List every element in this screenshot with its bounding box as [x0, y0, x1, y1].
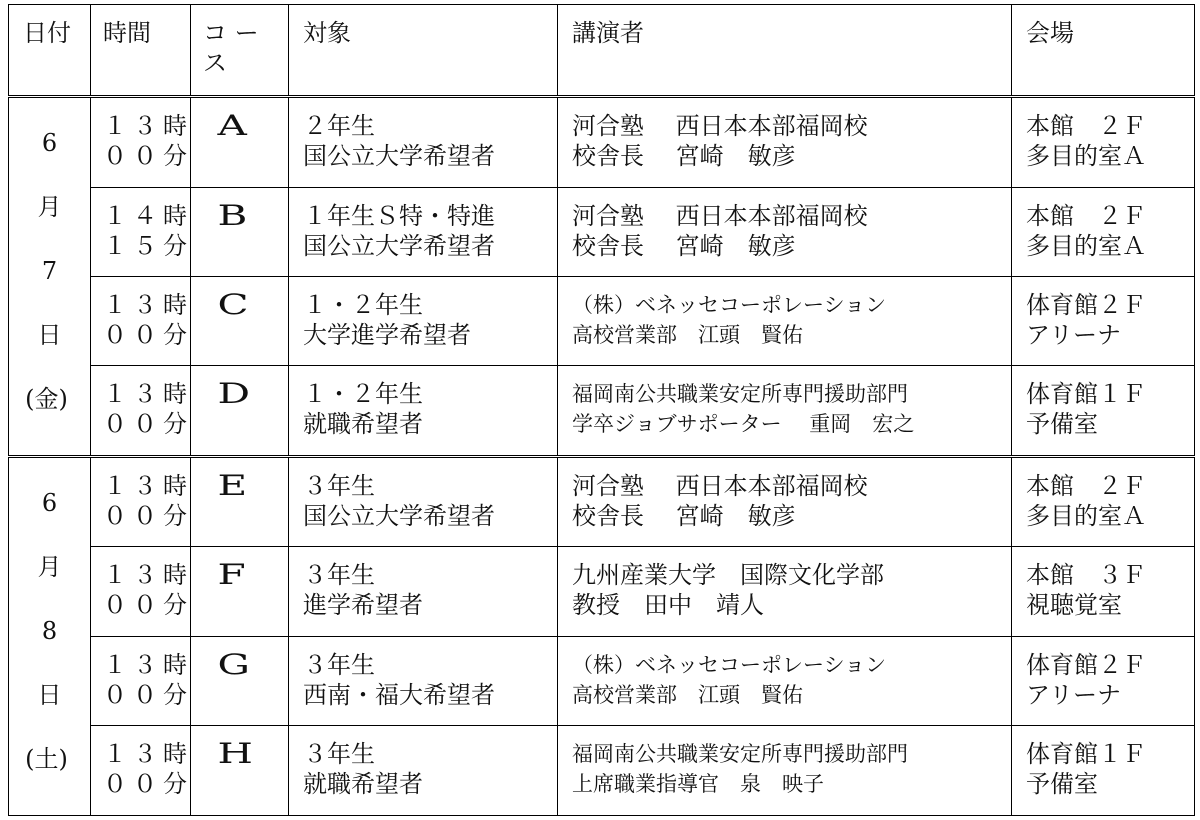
venue-cell: 本館 ２Ｆ 多目的室Ａ [1012, 97, 1195, 188]
course-cell: B [191, 187, 289, 276]
venue-cell: 本館 ２Ｆ 多目的室Ａ [1012, 456, 1195, 547]
venue-cell: 体育館１Ｆ 予備室 [1012, 726, 1195, 816]
venue-cell: 本館 ３Ｆ 視聴覚室 [1012, 547, 1195, 636]
table-row [9, 366, 1195, 457]
table-row [9, 456, 1195, 547]
target-cell: ３年生 西南・福大希望者 [289, 636, 558, 725]
target-cell: １年生Ｓ特・特進 国公立大学希望者 [289, 187, 558, 276]
target-cell: ３年生 国公立大学希望者 [289, 456, 558, 547]
target-cell: ２年生 国公立大学希望者 [289, 97, 558, 188]
table-row [9, 187, 1195, 276]
target-cell: ３年生 進学希望者 [289, 547, 558, 636]
table-row [9, 636, 1195, 725]
speaker-cell: （株）ベネッセコーポレーション 高校営業部 江頭 賢佑 [558, 276, 1012, 365]
target-cell: １・２年生 大学進学希望者 [289, 276, 558, 365]
header-venue: 会場 [1012, 5, 1195, 97]
course-cell: G [191, 636, 289, 725]
time-cell: １３時 ００分 [91, 366, 191, 457]
date-cell [9, 456, 91, 815]
venue-cell: 本館 ２Ｆ 多目的室Ａ [1012, 187, 1195, 276]
course-cell: A [191, 97, 289, 188]
table-row [9, 276, 1195, 365]
course-cell: C [191, 276, 289, 365]
table-row [9, 726, 1195, 816]
header-speaker: 講演者 [558, 5, 1012, 97]
date-month: 6 [41, 488, 58, 517]
date-cell [9, 97, 91, 457]
speaker-cell: 福岡南公共職業安定所専門援助部門 学卒ジョブサポーター 重岡 宏之 [558, 366, 1012, 457]
schedule-table [8, 4, 1195, 816]
speaker-cell: 九州産業大学 国際文化学部 教授 田中 靖人 [558, 547, 1012, 636]
date-month-kanji: 月 [37, 193, 62, 221]
date-weekday: (土) [25, 744, 68, 773]
header-row [9, 5, 1195, 97]
date-month-kanji: 月 [37, 552, 62, 581]
speaker-cell: 河合塾 西日本本部福岡校 校舎長 宮崎 敏彦 [558, 187, 1012, 276]
target-cell: ３年生 就職希望者 [289, 726, 558, 816]
speaker-cell: （株）ベネッセコーポレーション 高校営業部 江頭 賢佑 [558, 636, 1012, 725]
date-day: 8 [41, 616, 58, 645]
speaker-cell: 福岡南公共職業安定所専門援助部門 上席職業指導官 泉 映子 [558, 726, 1012, 816]
date-day-kanji: 日 [37, 680, 62, 709]
time-cell: １３時 ００分 [91, 276, 191, 365]
venue-cell: 体育館１Ｆ 予備室 [1012, 366, 1195, 457]
date-weekday: (金) [25, 385, 68, 413]
header-time: 時間 [91, 5, 191, 97]
speaker-cell: 河合塾 西日本本部福岡校 校舎長 宮崎 敏彦 [558, 456, 1012, 547]
target-cell: １・２年生 就職希望者 [289, 366, 558, 457]
speaker-cell: 河合塾 西日本本部福岡校 校舎長 宮崎 敏彦 [558, 97, 1012, 188]
time-cell: １３時 ００分 [91, 547, 191, 636]
table-row [9, 97, 1195, 188]
table-row [9, 547, 1195, 636]
course-cell: F [191, 547, 289, 636]
course-cell: H [191, 726, 289, 816]
header-course: コ ー ス [191, 5, 289, 97]
date-month: 6 [41, 129, 58, 157]
time-cell: １３時 ００分 [91, 636, 191, 725]
time-cell: １３時 ００分 [91, 726, 191, 816]
header-target: 対象 [289, 5, 558, 97]
venue-cell: 体育館２Ｆ アリーナ [1012, 276, 1195, 365]
header-date: 日付 [9, 5, 91, 97]
time-cell: １３時 ００分 [91, 456, 191, 547]
course-cell: D [191, 366, 289, 457]
date-day-kanji: 日 [37, 321, 62, 349]
date-day: 7 [41, 257, 58, 285]
course-cell: E [191, 456, 289, 547]
venue-cell: 体育館２Ｆ アリーナ [1012, 636, 1195, 725]
time-cell: １４時 １５分 [91, 187, 191, 276]
time-cell: １３時 ００分 [91, 97, 191, 188]
